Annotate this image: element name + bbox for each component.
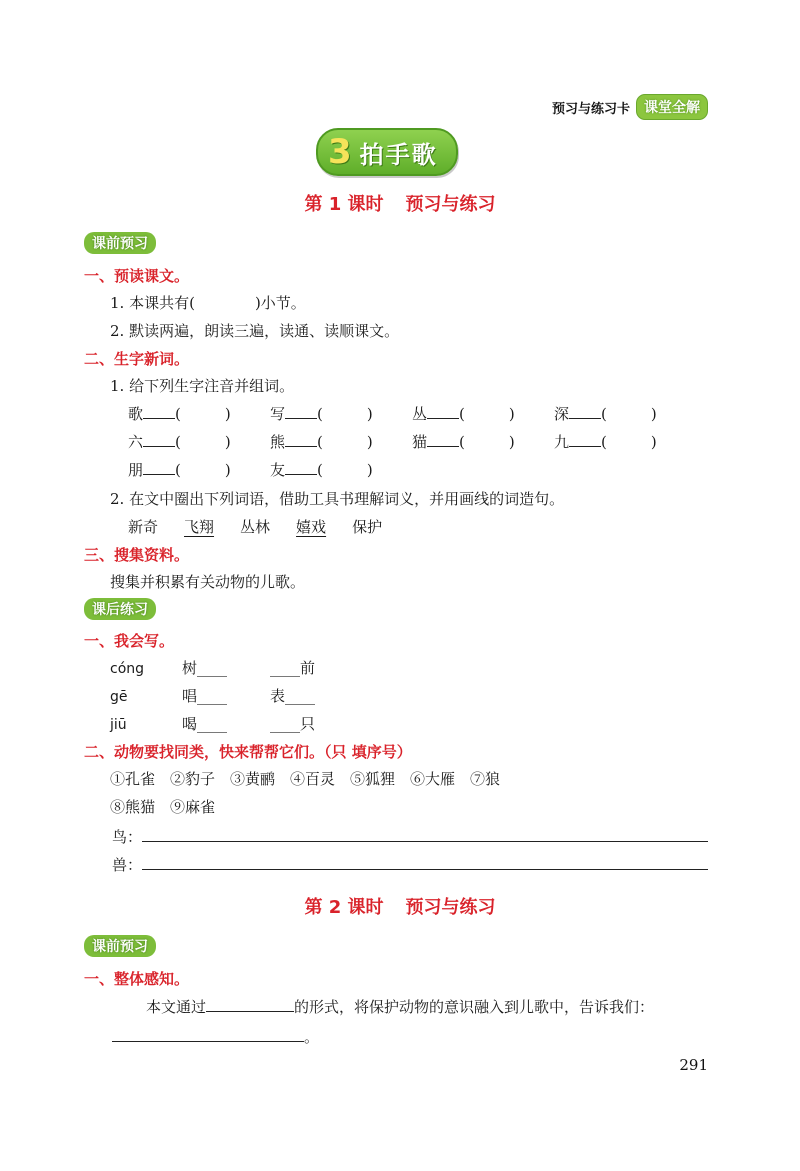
answer-line <box>142 855 708 870</box>
question-stanza-count-a: 1. 本课共有( <box>110 294 195 312</box>
char-label: 熊 <box>270 433 286 451</box>
pre-study-tag-2: 课前预习 <box>84 935 156 957</box>
char-label: 歌 <box>128 405 144 423</box>
pinyin: jiū <box>110 717 127 733</box>
beast-label: 兽： <box>112 856 143 874</box>
word-blank: 唱____ <box>182 687 228 705</box>
section-overall-title: 一、整体感知。 <box>84 970 190 988</box>
char-cell: 歌 ( ) <box>128 405 231 423</box>
char-row-2 <box>128 431 696 452</box>
header-label: 预习与练习卡 <box>551 101 630 117</box>
char-cell: 深 ( ) <box>554 405 657 423</box>
char-label: 六 <box>128 433 144 451</box>
char-row-1 <box>128 403 696 424</box>
write-row <box>110 657 358 678</box>
question-stanza-count <box>110 292 306 313</box>
collect-text: 搜集并积累有关动物的儿歌。 <box>110 573 306 591</box>
lesson-name: 拍手歌 <box>359 140 438 169</box>
section-new-words-title: 二、生字新词。 <box>84 350 190 368</box>
word-blank: ____只 <box>270 715 316 733</box>
word-blank: 喝____ <box>182 715 228 733</box>
bird-label: 鸟： <box>112 828 143 846</box>
overall-text-b: 的形式，将保护动物的意识融入到儿歌中，告诉我们： <box>294 998 655 1016</box>
char-cell: 丛 ( ) <box>412 405 515 423</box>
page-header <box>552 94 708 120</box>
char-cell: 九 ( ) <box>554 433 657 451</box>
word-item: 丛林 <box>240 518 271 536</box>
post-practice-tag: 课后练习 <box>84 598 156 620</box>
period-2-title-b: 预习与练习 <box>405 897 496 918</box>
bird-answer-line <box>112 826 708 847</box>
question-stanza-count-b: )小节。 <box>254 294 306 312</box>
question-word-meaning: 2. 在文中圈出下列词语，借助工具书理解词义，并用画线的词造句。 <box>110 490 565 508</box>
overall-text-line-1 <box>146 996 654 1017</box>
char-label: 猫 <box>412 433 428 451</box>
word-item: 保护 <box>352 518 383 536</box>
period-1-title-b: 预习与练习 <box>405 194 496 215</box>
char-label: 丛 <box>412 405 428 423</box>
page-number: 291 <box>679 1056 708 1074</box>
period-2-title <box>0 893 800 919</box>
word-item-underlined: 飞翔 <box>184 518 215 536</box>
char-label: 深 <box>554 405 570 423</box>
char-label: 朋 <box>128 461 144 479</box>
lesson-title-banner <box>316 128 458 176</box>
question-read-aloud: 2. 默读两遍，朗读三遍，读通、读顺课文。 <box>110 322 400 340</box>
period-1-title-a: 第 1 课时 <box>304 194 384 215</box>
char-cell: 写 ( ) <box>270 405 373 423</box>
pre-study-tag: 课前预习 <box>84 232 156 254</box>
section-animals-title: 二、动物要找同类，快来帮帮它们。（只 填序号） <box>84 743 412 761</box>
char-label: 友 <box>270 461 286 479</box>
period-2-title-a: 第 2 课时 <box>304 897 384 918</box>
pinyin: cóng <box>110 661 145 677</box>
char-cell: 朋 ( ) <box>128 461 231 479</box>
char-cell: 友 ( ) <box>270 461 373 479</box>
animal-list-row-1: ①孔雀 ②豹子 ③黄鹂 ④百灵 ⑤狐狸 ⑥大雁 ⑦狼 <box>110 770 501 788</box>
word-item-underlined: 嬉戏 <box>296 518 327 536</box>
char-row-3 <box>128 459 412 480</box>
overall-text-line-2 <box>112 1026 319 1047</box>
question-phonetic: 1. 给下列生字注音并组词。 <box>110 377 295 395</box>
write-row <box>110 713 358 734</box>
word-blank: ____前 <box>270 659 316 677</box>
char-cell: 猫 ( ) <box>412 433 515 451</box>
word-blank: 树____ <box>182 659 228 677</box>
word-item: 新奇 <box>128 518 159 536</box>
char-cell: 熊 ( ) <box>270 433 373 451</box>
word-list <box>128 516 408 537</box>
word-blank: 表____ <box>270 687 316 705</box>
section-preread-title: 一、预读课文。 <box>84 267 190 285</box>
section-collect-title: 三、搜集资料。 <box>84 546 190 564</box>
lesson-number: 3 <box>328 132 352 172</box>
answer-line <box>142 827 708 842</box>
overall-text-end: 。 <box>304 1028 320 1046</box>
overall-text-a: 本文通过 <box>146 998 207 1016</box>
char-label: 九 <box>554 433 570 451</box>
char-label: 写 <box>270 405 286 423</box>
header-badge: 课堂全解 <box>636 94 708 120</box>
section-write-title: 一、我会写。 <box>84 632 175 650</box>
period-1-title <box>0 190 800 216</box>
animal-list-row-2: ⑧熊猫 ⑨麻雀 <box>110 798 216 816</box>
pinyin: gē <box>110 689 128 705</box>
char-cell: 六 ( ) <box>128 433 231 451</box>
beast-answer-line <box>112 854 708 875</box>
write-row <box>110 685 358 706</box>
